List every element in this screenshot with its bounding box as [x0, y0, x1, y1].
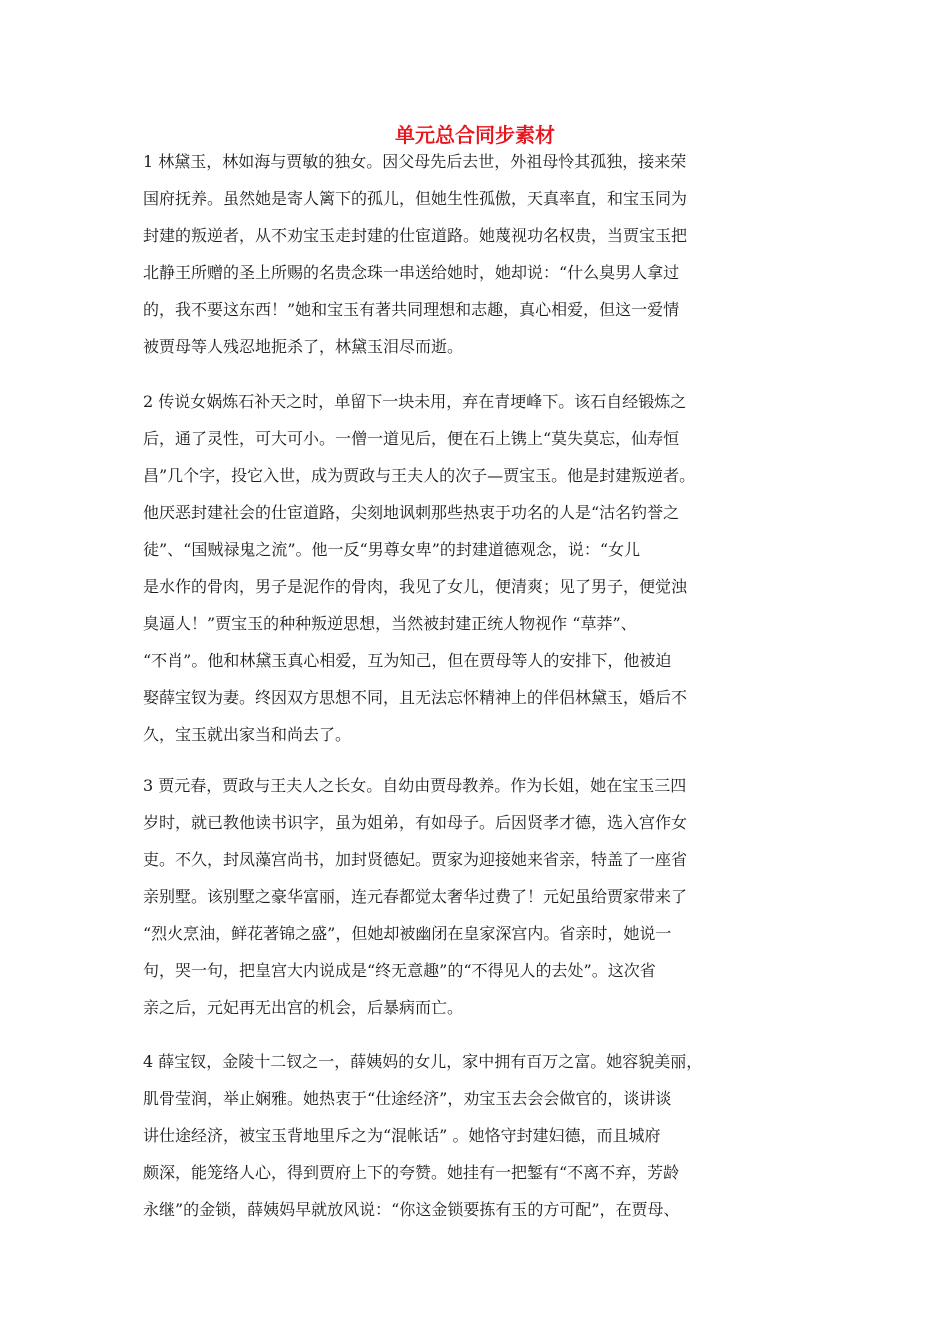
text-line: 娶薛宝钗为妻。终因双方思想不同，且无法忘怀精神上的伴侣林黛玉，婚后不	[143, 688, 688, 707]
text-line: “不肖”。他和林黛玉真心相爱，互为知己，但在贾母等人的安排下，他被迫	[143, 651, 672, 670]
text-line: 颇深，能笼络人心，得到贾府上下的夸赞。她挂有一把錾有“不离不弃，芳龄	[143, 1163, 680, 1182]
text-line: 昌”几个字，投它入世，成为贾政与王夫人的次子—贾宝玉。他是封建叛逆者。	[143, 466, 696, 485]
text-line: 2 传说女娲炼石补天之时，单留下一块未用，弃在青埂峰下。该石自经锻炼之	[143, 392, 687, 411]
paragraph-1	[143, 143, 743, 365]
text-line: 肌骨莹润，举止娴雅。她热衷于“仕途经济”，劝宝玉去会会做官的，谈讲谈	[143, 1089, 672, 1108]
text-line: 4 薛宝钗，金陵十二钗之一，薛姨妈的女儿，家中拥有百万之富。她容貌美丽，	[143, 1052, 703, 1071]
text-line: 臭逼人！”贾宝玉的种种叛逆思想，当然被封建正统人物视作 “草莽”、	[143, 614, 637, 633]
paragraph-2	[143, 383, 743, 753]
text-line: 永继”的金锁，薛姨妈早就放风说：“你这金锁要拣有玉的方可配”，在贾母、	[143, 1200, 680, 1219]
text-line: 是水作的骨肉，男子是泥作的骨肉，我见了女儿，便清爽；见了男子，便觉浊	[143, 577, 688, 596]
text-line: 的，我不要这东西！”她和宝玉有著共同理想和志趣，真心相爱，但这一爱情	[143, 300, 680, 319]
text-line: 封建的叛逆者，从不劝宝玉走封建的仕宦道路。她蔑视功名权贵，当贾宝玉把	[143, 226, 688, 245]
text-line: “烈火烹油，鲜花著锦之盛”，但她却被幽闭在皇家深宫内。省亲时，她说一	[143, 924, 672, 943]
text-line: 句，哭一句，把皇宫大内说成是“终无意趣”的“不得见人的去处”。这次省	[143, 961, 656, 980]
text-line: 亲之后，元妃再无出宫的机会，后暴病而亡。	[143, 998, 464, 1017]
text-line: 久，宝玉就出家当和尚去了。	[143, 725, 352, 744]
paragraph-4	[143, 1043, 743, 1228]
text-line: 徒”、“国贼禄鬼之流”。他一反“男尊女卑”的封建道德观念，说：“女儿	[143, 540, 641, 559]
text-line: 亲别墅。该别墅之豪华富丽，连元春都觉太奢华过费了！元妃虽给贾家带来了	[143, 887, 688, 906]
text-line: 他厌恶封建社会的仕宦道路，尖刻地讽刺那些热衷于功名的人是“沽名钓誉之	[143, 503, 680, 522]
text-line: 3 贾元春，贾政与王夫人之长女。自幼由贾母教养。作为长姐，她在宝玉三四	[143, 776, 687, 795]
text-line: 讲仕途经济，被宝玉背地里斥之为“混帐话” 。她恪守封建妇德，而且城府	[143, 1126, 661, 1145]
text-line: 被贾母等人残忍地扼杀了，林黛玉泪尽而逝。	[143, 337, 464, 356]
text-line: 吏。不久，封凤藻宫尚书，加封贤德妃。贾家为迎接她来省亲，特盖了一座省	[143, 850, 688, 869]
paragraph-3	[143, 767, 743, 1026]
document-title: 单元总合同步素材	[395, 123, 555, 147]
text-line: 后，通了灵性，可大可小。一僧一道见后，便在石上镌上“莫失莫忘，仙寿恒	[143, 429, 680, 448]
text-line: 岁时，就已教他读书识字，虽为姐弟，有如母子。后因贤孝才德，选入宫作女	[143, 813, 688, 832]
text-line: 国府抚养。虽然她是寄人篱下的孤儿，但她生性孤傲，天真率直，和宝玉同为	[143, 189, 688, 208]
text-line: 北静王所赠的圣上所赐的名贵念珠一串送给她时，她却说：“什么臭男人拿过	[143, 263, 680, 282]
text-line: 1 林黛玉，林如海与贾敏的独女。因父母先后去世，外祖母怜其孤独，接来荣	[143, 152, 687, 171]
